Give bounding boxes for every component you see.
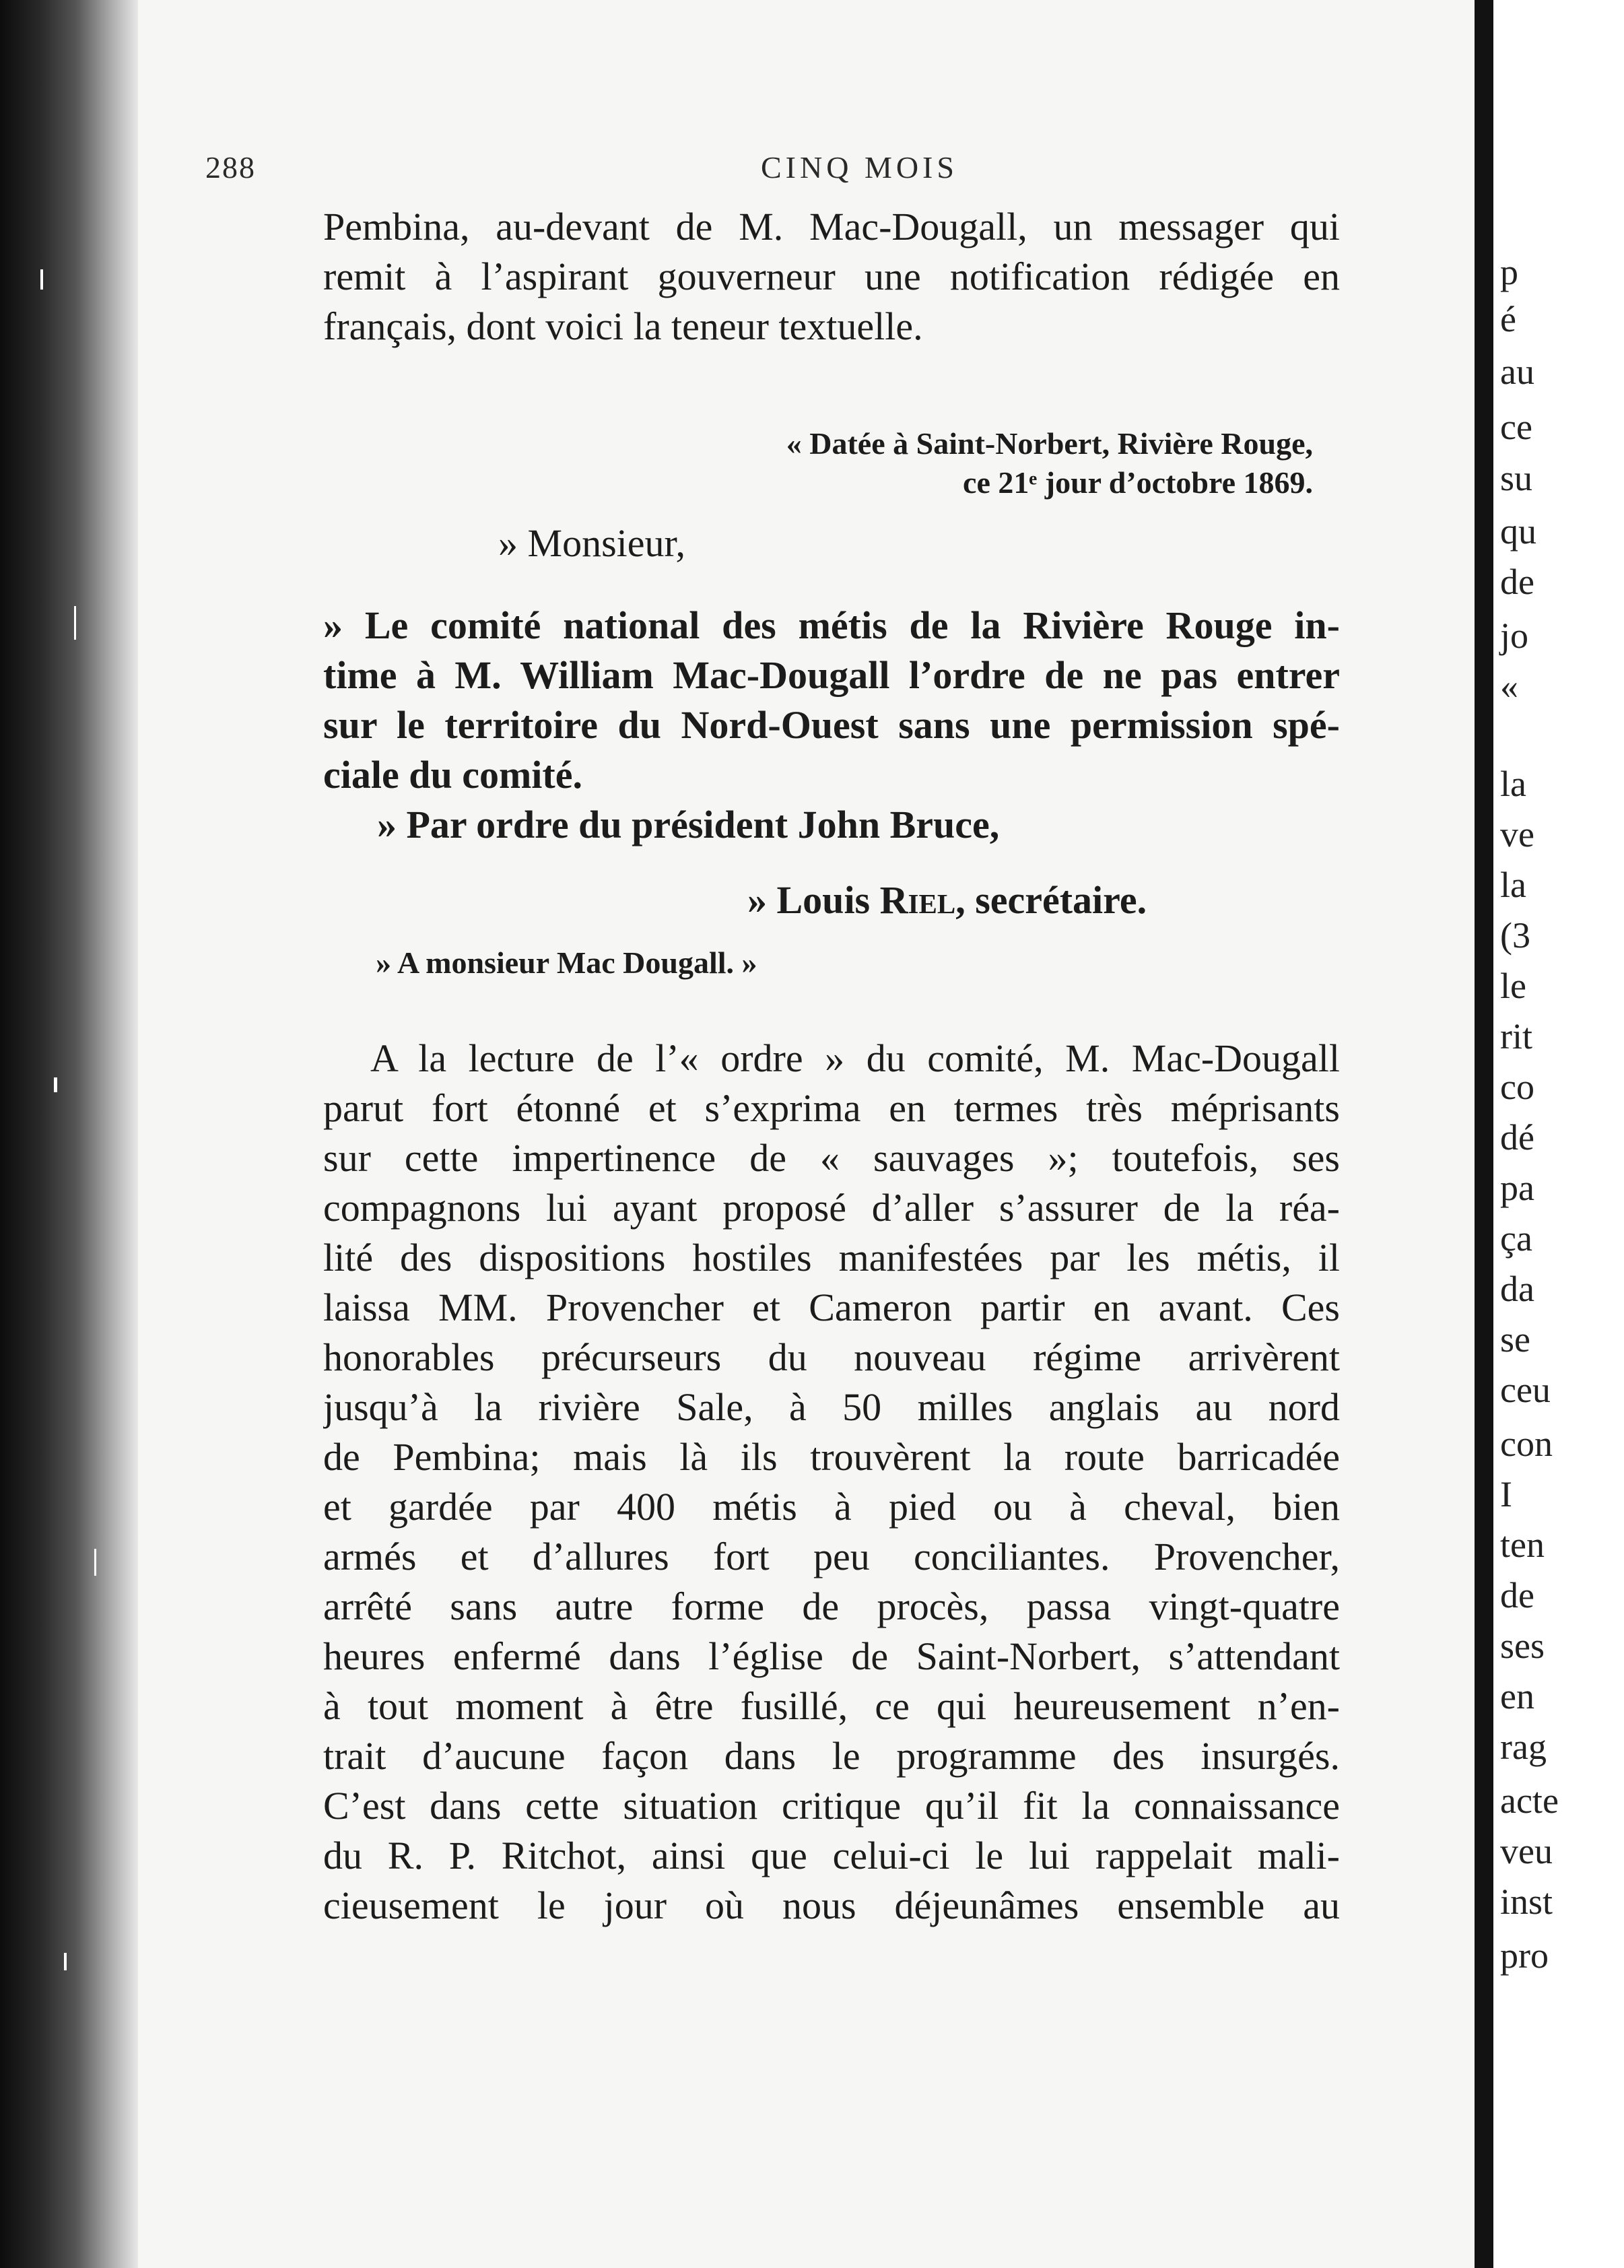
facing-page-fragment: la — [1500, 764, 1526, 804]
text-line: parut fort étonné et s’exprima en termes très méprisants — [323, 1086, 1340, 1130]
text-line: de Pembina; mais là ils trouvèrent la route barricadée — [323, 1435, 1340, 1479]
signature-name: Riel — [879, 878, 956, 922]
facing-page-fragment: rag — [1500, 1727, 1547, 1767]
facing-page-fragment: la — [1500, 865, 1526, 905]
facing-page-fragment: I — [1500, 1474, 1512, 1514]
facing-page-fragment: acte — [1500, 1780, 1559, 1821]
facing-page-fragment: de — [1500, 1575, 1534, 1615]
facing-page-fragment: de — [1500, 562, 1534, 602]
text-line: sur cette impertinence de « sauvages »; toutefois, ses — [323, 1136, 1340, 1180]
facing-page-fragment: (3 — [1500, 915, 1530, 956]
facing-page-fragment: ve — [1500, 814, 1534, 855]
letter-addressee: » A monsieur Mac Dougall. » — [376, 945, 757, 980]
facing-page-fragment: p — [1500, 252, 1518, 292]
text-line: heures enfermé dans l’église de Saint-Norbert, s’attendant — [323, 1634, 1340, 1678]
facing-page-fragment: ça — [1500, 1218, 1532, 1259]
facing-page-fragment: inst — [1500, 1881, 1553, 1922]
facing-page-fragment: au — [1500, 352, 1534, 392]
text-line: français, dont voici la teneur textuelle. — [323, 304, 923, 348]
facing-page-fragment: con — [1500, 1424, 1553, 1464]
facing-page-fragment: pro — [1500, 1935, 1549, 1976]
text-line: armés et d’allures fort peu conciliantes. Provencher, — [323, 1535, 1340, 1578]
text-line: laissa MM. Provencher et Cameron partir en avant. Ces — [323, 1286, 1340, 1329]
text-line: A la lecture de l’« ordre » du comité, M. Mac-Dougall — [370, 1036, 1340, 1080]
text-line: remit à l’aspirant gouverneur une notification rédigée en — [323, 255, 1340, 298]
facing-page-fragment: ce — [1500, 407, 1532, 447]
text-line: cieusement le jour où nous déjeunâmes ensemble au — [323, 1883, 1340, 1927]
facing-page-fragment: su — [1500, 458, 1533, 498]
facing-page-fragment: « — [1500, 666, 1518, 706]
text-line: » Le comité national des métis de la Rivière Rouge in- — [323, 603, 1340, 647]
letter-salutation: » Monsieur, — [498, 521, 685, 565]
page-gutter — [1475, 0, 1493, 2268]
facing-page-fragment: le — [1500, 966, 1526, 1006]
facing-page-fragment: se — [1500, 1319, 1530, 1360]
facing-page-fragment: rit — [1500, 1016, 1532, 1057]
facing-page-fragment: veu — [1500, 1831, 1553, 1871]
signature-prefix: » Louis — [747, 878, 871, 922]
letter-body — [323, 601, 1340, 850]
facing-page-fragment: da — [1500, 1269, 1534, 1309]
text-line: du R. P. Ritchot, ainsi que celui-ci le lui rappelait mali- — [323, 1834, 1340, 1877]
facing-page-edge — [1493, 0, 1624, 2268]
text-line: lité des dispositions hostiles manifestées par les métis, il — [323, 1236, 1340, 1279]
facing-page-fragment: dé — [1500, 1117, 1534, 1158]
facing-page-fragment: jo — [1500, 615, 1529, 656]
text-line: trait d’aucune façon dans le programme des insurgés. — [323, 1734, 1340, 1778]
facing-page-fragment: ceu — [1500, 1370, 1551, 1410]
facing-page-fragment: ses — [1500, 1626, 1545, 1666]
facing-page-fragment: é — [1500, 299, 1516, 339]
text-line: compagnons lui ayant proposé d’aller s’assurer de la réa- — [323, 1186, 1340, 1230]
facing-page-fragment: co — [1500, 1067, 1534, 1107]
text-line: honorables précurseurs du nouveau régime arrivèrent — [323, 1335, 1340, 1379]
letter-dateline-date: ce 21ᵉ jour d’octobre 1869. — [963, 465, 1313, 500]
text-line: ciale du comité. — [323, 753, 582, 797]
main-paragraph — [323, 1034, 1340, 1931]
facing-page-fragment: ten — [1500, 1525, 1545, 1565]
letter-dateline: « Datée à Saint-Norbert, Rivière Rouge, — [786, 426, 1313, 461]
text-line: à tout moment à être fusillé, ce qui heureusement n’en- — [323, 1684, 1340, 1728]
facing-page-fragment: qu — [1500, 511, 1536, 552]
running-title: CINQ MOIS — [761, 150, 958, 185]
text-line: jusqu’à la rivière Sale, à 50 milles anglais au nord — [323, 1385, 1340, 1429]
signature-suffix: , secrétaire. — [955, 878, 1147, 922]
book-binding-edge — [0, 0, 138, 2268]
facing-page-fragment: en — [1500, 1676, 1534, 1716]
facing-page-fragment: pa — [1500, 1168, 1534, 1208]
letter-signature — [747, 875, 1147, 925]
text-line: sur le territoire du Nord-Ouest sans une permission spé- — [323, 703, 1340, 747]
text-line: C’est dans cette situation critique qu’il fit la connaissance — [323, 1784, 1340, 1828]
order-line: » Par ordre du président John Bruce, — [377, 803, 1000, 846]
text-line: time à M. William Mac-Dougall l’ordre de ne pas entrer — [323, 653, 1340, 697]
text-line: arrêté sans autre forme de procès, passa vingt-quatre — [323, 1585, 1340, 1628]
text-line: et gardée par 400 métis à pied ou à cheval, bien — [323, 1485, 1340, 1529]
opening-paragraph — [323, 202, 1340, 352]
page-number: 288 — [205, 150, 256, 185]
text-line: Pembina, au-devant de M. Mac-Dougall, un messager qui — [323, 205, 1340, 248]
